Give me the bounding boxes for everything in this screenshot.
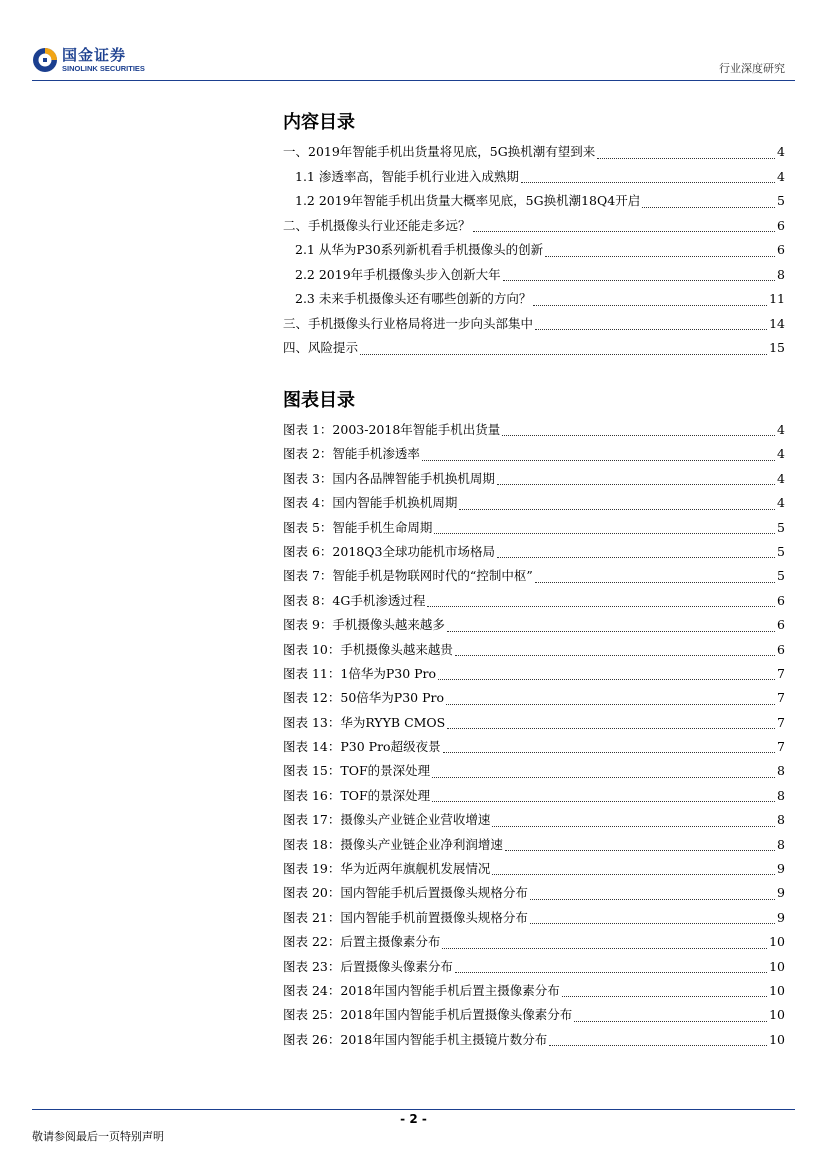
page-number: - 2 - xyxy=(400,1112,427,1126)
toc-entry-page: 5 xyxy=(777,193,785,208)
figure-entry-page: 10 xyxy=(769,958,785,974)
toc-entry-page: 6 xyxy=(777,242,785,257)
dot-leader xyxy=(530,923,775,924)
logo-icon xyxy=(32,47,58,73)
dot-leader xyxy=(502,435,775,436)
figure-entry[interactable] xyxy=(283,711,785,735)
figures-title: 图表目录 xyxy=(283,390,355,411)
toc-entry-title: 1.1 渗透率高，智能手机行业进入成熟期 xyxy=(295,168,519,184)
figure-entry-title: 图表 23：后置摄像头像素分布 xyxy=(283,958,453,974)
figure-entry[interactable] xyxy=(283,784,785,808)
dot-leader xyxy=(432,777,775,778)
figures-list xyxy=(283,418,785,1052)
toc-entry-page: 4 xyxy=(777,144,785,159)
figure-entry-page: 9 xyxy=(777,861,785,877)
report-type: 行业深度研究 xyxy=(719,62,785,75)
dot-leader xyxy=(492,826,775,827)
figure-entry-page: 7 xyxy=(777,739,785,755)
figure-entry-page: 9 xyxy=(777,885,785,901)
dot-leader xyxy=(530,899,775,900)
figure-entry[interactable] xyxy=(283,638,785,662)
figure-entry[interactable] xyxy=(283,564,785,588)
figure-entry-page: 9 xyxy=(777,909,785,925)
figure-entry-title: 图表 7：智能手机是物联网时代的“控制中枢” xyxy=(283,568,533,584)
dot-leader xyxy=(503,280,775,281)
figure-entry[interactable] xyxy=(283,906,785,930)
toc-entry-page: 11 xyxy=(769,291,785,306)
toc-entry[interactable] xyxy=(283,336,785,361)
figure-entry-page: 4 xyxy=(777,470,785,486)
figure-entry-title: 图表 19：华为近两年旗舰机发展情况 xyxy=(283,861,491,877)
figure-entry-page: 5 xyxy=(777,519,785,535)
figure-entry[interactable] xyxy=(283,881,785,905)
figure-entry-title: 图表 20：国内智能手机后置摄像头规格分布 xyxy=(283,885,528,901)
dot-leader xyxy=(597,158,775,159)
toc-entry-page: 4 xyxy=(777,168,785,184)
figure-entry[interactable] xyxy=(283,540,785,564)
toc-entry-page: 6 xyxy=(777,217,785,233)
figure-entry-page: 6 xyxy=(777,641,785,657)
figure-entry-page: 8 xyxy=(777,812,785,828)
figure-entry[interactable] xyxy=(283,833,785,857)
figure-entry[interactable] xyxy=(283,662,785,686)
company-logo xyxy=(32,47,145,73)
dot-leader xyxy=(535,582,775,583)
figure-entry[interactable] xyxy=(283,613,785,637)
figure-entry-page: 8 xyxy=(777,787,785,803)
dot-leader xyxy=(432,801,775,802)
toc-entry-title: 2.1 从华为P30系列新机看手机摄像头的创新 xyxy=(295,242,544,257)
figure-entry-title: 图表 24：2018年国内智能手机后置主摄像素分布 xyxy=(283,982,560,998)
figure-entry[interactable] xyxy=(283,735,785,759)
dot-leader xyxy=(497,557,775,558)
figure-entry[interactable] xyxy=(283,979,785,1003)
dot-leader xyxy=(562,996,767,997)
figure-entry-page: 4 xyxy=(777,495,785,511)
footer-divider xyxy=(32,1109,795,1110)
figure-entry-page: 8 xyxy=(777,836,785,852)
figure-entry-title: 图表 21：国内智能手机前置摄像头规格分布 xyxy=(283,909,528,925)
toc-entry[interactable] xyxy=(283,189,785,214)
figure-entry-title: 图表 25：2018年国内智能手机后置摄像头像素分布 xyxy=(283,1007,573,1023)
figure-entry-title: 图表 16：TOF的景深处理 xyxy=(283,787,431,803)
dot-leader xyxy=(535,329,767,330)
dot-leader xyxy=(497,484,775,485)
figure-entry-title: 图表 12：50倍华为P30 Pro xyxy=(283,690,444,706)
dot-leader xyxy=(521,182,775,183)
figure-entry-title: 图表 3：国内各品牌智能手机换机周期 xyxy=(283,470,495,486)
figure-entry[interactable] xyxy=(283,808,785,832)
toc-entry[interactable] xyxy=(283,263,785,288)
figure-entry-page: 10 xyxy=(769,982,785,998)
figure-entry-page: 7 xyxy=(777,690,785,706)
figure-entry-page: 5 xyxy=(777,568,785,584)
header-divider xyxy=(32,80,795,81)
figure-entry[interactable] xyxy=(283,516,785,540)
toc-entry-title: 1.2 2019年智能手机出货量大概率见底，5G换机潮18Q4开启 xyxy=(295,193,641,208)
figure-entry-title: 图表 1：2003-2018年智能手机出货量 xyxy=(283,421,501,437)
dot-leader xyxy=(545,256,775,257)
figure-entry-page: 4 xyxy=(777,446,785,462)
figure-entry[interactable] xyxy=(283,467,785,491)
figure-entry-title: 图表 17：摄像头产业链企业营收增速 xyxy=(283,812,491,828)
toc-entry-title: 2.2 2019年手机摄像头步入创新大年 xyxy=(295,266,501,282)
figure-entry-page: 7 xyxy=(777,714,785,730)
toc-entry-title: 四、风险提示 xyxy=(283,340,359,355)
dot-leader xyxy=(574,1021,767,1022)
figure-entry[interactable] xyxy=(283,930,785,954)
figure-entry-title: 图表 10：手机摄像头越来越贵 xyxy=(283,641,453,657)
dot-leader xyxy=(447,631,775,632)
contents-title: 内容目录 xyxy=(283,112,355,133)
dot-leader xyxy=(443,752,775,753)
dot-leader xyxy=(459,509,775,510)
dot-leader xyxy=(455,655,775,656)
figure-entry[interactable] xyxy=(283,759,785,783)
figure-entry-title: 图表 11：1倍华为P30 Pro xyxy=(283,665,437,681)
figure-entry-title: 图表 14：P30 Pro超级夜景 xyxy=(283,739,441,755)
figure-entry[interactable] xyxy=(283,418,785,442)
figure-entry-page: 6 xyxy=(777,592,785,608)
figure-entry-title: 图表 4：国内智能手机换机周期 xyxy=(283,495,458,511)
dot-leader xyxy=(549,1045,767,1046)
figure-entry-page: 10 xyxy=(769,1031,785,1047)
figure-entry[interactable] xyxy=(283,1028,785,1052)
figure-entry-page: 6 xyxy=(777,617,785,633)
figure-entry-page: 4 xyxy=(777,421,785,437)
toc-entry-title: 三、手机摄像头行业格局将进一步向头部集中 xyxy=(283,315,534,331)
figure-entry-page: 5 xyxy=(777,543,785,559)
toc-entry[interactable] xyxy=(283,214,785,239)
figure-entry[interactable] xyxy=(283,442,785,466)
dot-leader xyxy=(434,533,775,534)
figure-entry-title: 图表 5：智能手机生命周期 xyxy=(283,519,433,535)
toc-entry[interactable] xyxy=(283,165,785,190)
figure-entry-title: 图表 8：4G手机渗透过程 xyxy=(283,592,426,608)
figure-entry[interactable] xyxy=(283,686,785,710)
toc-entry-title: 一、2019年智能手机出货量将见底，5G换机潮有望到来 xyxy=(283,144,596,159)
brand-name-cn: 国金证券 xyxy=(62,45,127,64)
toc-entry-page: 14 xyxy=(769,315,785,331)
figure-entry-title: 图表 15：TOF的景深处理 xyxy=(283,763,431,779)
dot-leader xyxy=(422,460,775,461)
toc-entry-title: 二、手机摄像头行业还能走多远？ xyxy=(283,217,471,233)
dot-leader xyxy=(442,948,767,949)
figure-entry-title: 图表 18：摄像头产业链企业净利润增速 xyxy=(283,836,503,852)
dot-leader xyxy=(492,874,775,875)
brand-name-en: SINOLINK SECURITIES xyxy=(62,63,145,73)
toc-entry[interactable] xyxy=(283,140,785,165)
dot-leader xyxy=(447,728,775,729)
figure-entry-title: 图表 26：2018年国内智能手机主摄镜片数分布 xyxy=(283,1031,548,1047)
dot-leader xyxy=(360,354,767,355)
toc-entry-page: 8 xyxy=(777,266,785,282)
figure-entry-page: 7 xyxy=(777,665,785,681)
toc-entry-title: 2.3 未来手机摄像头还有哪些创新的方向？ xyxy=(295,291,532,306)
dot-leader xyxy=(533,305,767,306)
figure-entry[interactable] xyxy=(283,589,785,613)
dot-leader xyxy=(473,231,776,232)
figure-entry[interactable] xyxy=(283,491,785,515)
figure-entry-title: 图表 2：智能手机渗透率 xyxy=(283,446,420,462)
contents-list xyxy=(283,140,785,361)
toc-entry[interactable] xyxy=(283,287,785,312)
dot-leader xyxy=(642,207,775,208)
figure-entry-page: 10 xyxy=(769,1007,785,1023)
dot-leader xyxy=(438,679,775,680)
disclaimer: 敬请参阅最后一页特别声明 xyxy=(32,1130,164,1143)
dot-leader xyxy=(446,704,775,705)
figure-entry-page: 8 xyxy=(777,763,785,779)
figure-entry[interactable] xyxy=(283,857,785,881)
dot-leader xyxy=(455,972,767,973)
figure-entry[interactable] xyxy=(283,955,785,979)
figure-entry-page: 10 xyxy=(769,934,785,950)
figure-entry-title: 图表 9：手机摄像头越来越多 xyxy=(283,617,445,633)
toc-entry-page: 15 xyxy=(769,340,785,355)
toc-entry[interactable] xyxy=(283,312,785,337)
dot-leader xyxy=(427,606,775,607)
figure-entry-title: 图表 6：2018Q3全球功能机市场格局 xyxy=(283,543,495,559)
figure-entry-title: 图表 22：后置主摄像素分布 xyxy=(283,934,441,950)
toc-entry[interactable] xyxy=(283,238,785,263)
figure-entry-title: 图表 13：华为RYYB CMOS xyxy=(283,714,446,730)
figure-entry[interactable] xyxy=(283,1003,785,1027)
dot-leader xyxy=(505,850,775,851)
